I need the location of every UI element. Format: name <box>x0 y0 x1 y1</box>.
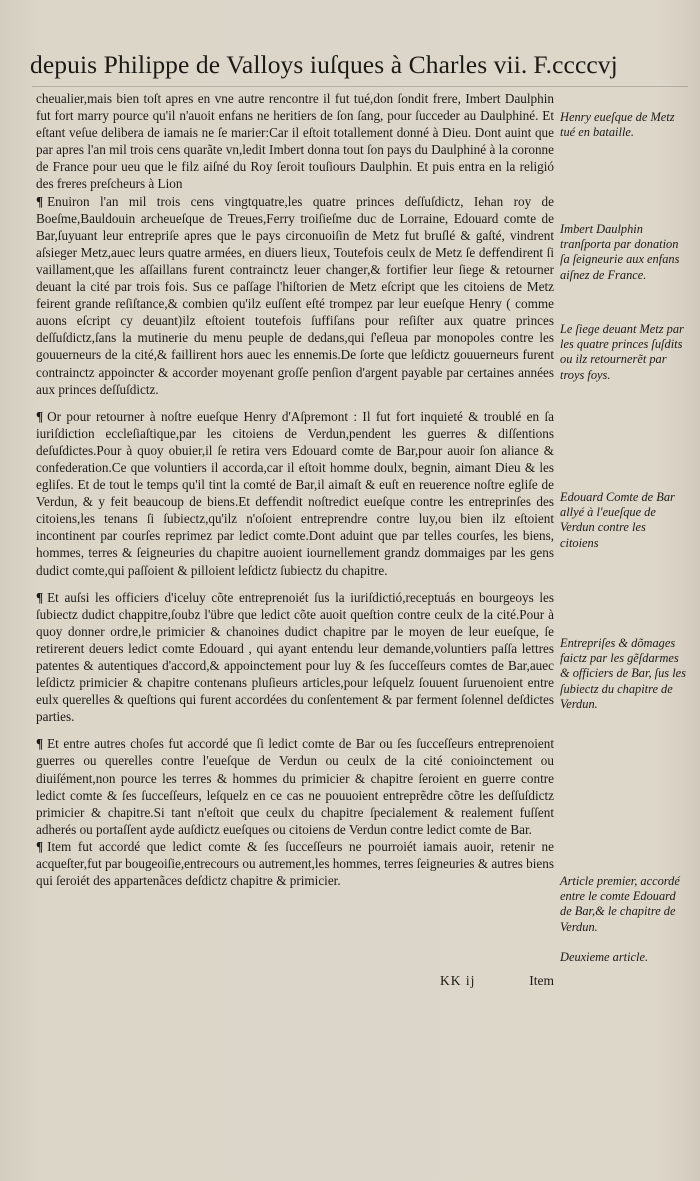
paragraph <box>36 838 554 889</box>
blank-lower-margin <box>0 1000 700 1181</box>
main-text-column <box>36 90 554 889</box>
running-header <box>30 50 690 80</box>
pilcrow-icon: ¶ <box>36 408 44 424</box>
folio-number: F.ccccvj <box>533 50 618 79</box>
pilcrow-icon: ¶ <box>36 193 44 209</box>
pilcrow-icon: ¶ <box>36 838 44 854</box>
paragraph <box>36 408 554 579</box>
paragraph <box>36 193 554 398</box>
paragraph <box>36 589 554 726</box>
running-title: depuis Philippe de Valloys iuſques à Charles vii. <box>30 50 528 79</box>
header-rule <box>32 86 688 87</box>
page-footer <box>36 973 554 993</box>
paragraph-text: Enuiron l'an mil trois cens vingtquatre,les quatre princes deſſuſdictz, Iehan roy de Boeſme,Bauldouin archeueſque de Treues,Ferry troiſieſme duc de Lorraine, Edouard comte de Bar,ſuyuant leur entrepriſe apres que le pays circonuoiſin de Metz fut bruſlé & gaſté, vindrent aſsieger Metz,auec leurs quatre armées, en diuers lieux, Toutefois ceulx de Metz ſe deffendirent ſi vaillament,que les aſſaillans furent contrainctz leuer changer,& fortifier leur ſiege & retourner deuant la cité par trois fois. Sus ce paſſage l'hiſtorien de Metz eſcript que les citoiens de Metz feirent grande reſiſtance,& combien qu'ilz euſſent eſté trompez par leur eueſque Henry ( comme auons eſcript cy deuant)ilz eſtoient toutefois ſuffiſans pour reſiſter aux quatre princes deſſuſdictz,ſans la mutinerie du menu peuple de dedans,qui ſ'eſleua par monopoles contre les gouuerneurs de la cité,& faillirent hors auec les ennemis.De ſorte que leſdictz gouuerneurs furent contrainctz appoincter & accorder moyenant groſſe penſion d'argent payable par certaines années aux princes deſſuſdictz. <box>36 193 554 397</box>
paragraph <box>36 90 554 193</box>
signature-mark: KK ij <box>440 973 476 988</box>
paragraph-text: cheualier,mais bien toſt apres en vne autre rencontre il fut tué,don ſondit frere, Imbert Daulphin fut fort marry pource qu'il n'auoit enfans ne heritiers de ſon ſang, pour ſucceder au Daulphiné. Et eſtant veſue delibera de iamais ne ſe marier:Car il eſtoit totallement donné à Dieu. Dont auint que par apres l'an mil trois cens quarãte vn,ledit Imbert donna tout ſon pays du Daulphiné à la coronne de France pour ueu que le filz aiſné du Roy ſeroit touſiours Daulphin. Et puis entra en la religió des freres preſcheurs à Lion <box>36 91 554 192</box>
margin-note: Henry eueſque de Metz tué en bataille. <box>560 110 675 140</box>
margin-note: Edouard Comte de Bar allyé à l'eueſque de Verdun contre les citoiens <box>560 490 675 550</box>
margin-note: Le ſiege deuant Metz par les quatre princes ſuſdits ou ilz retournerẽt par troys foys. <box>560 322 684 382</box>
paragraph <box>36 735 554 838</box>
catchword: Item <box>529 973 554 988</box>
paragraph-text: Item fut accordé que ledict comte & ſes ſucceſſeurs ne pourroiét iamais auoir, retenir ne acqueſter,fut par bougeoiſie,entrecours ou autrement,les hommes, terres ſeigneuries & autres biens qui ſeroiét des appartenãces deſdictz chapitre & primicier. <box>36 838 554 889</box>
margin-note: Imbert Daulphin tranſporta par donation ſa ſeigneurie aux enfans aiſnez de France. <box>560 222 680 282</box>
paragraph-text: Or pour retourner à noſtre eueſque Henry d'Aſpremont : Il fut fort inquieté & troublé en ſa iuriſdiction eccleſiaſtique,par les citoiens de Verdun,pendent les guerres & diſſentions deſuſdictes.Pour à quoy obuier,il ſe retira vers Edouard comte de Bar,pour auoir ſon aliance & confederation.Ce que voluntiers il accorda,car il eſtoit homme doulx, begnin, aimant Dieu & les egliſes. Et de tout le temps qu'il tint la comté de Bar,il aimaſt & euſt en reuerence noſtre egliſe de Verdun, & y feit beaucoup de biens.Et deffendit noſtredict eueſque contre les entreprinſes des citoiens,les tenans ſi ſubiectz,qu'ilz n'oſoient entreprendre contre luy,ou bien ilz eſtoient incontinent par courſes reprimez par ledict comte.Dont aduint que par telles courſes, les biens, hommes, terres & ſeigneuries du chapitre auoient iournellement grandz dommaiges par les gens dudict comte,qui paſſoient & pilloient leſdictz ſubiectz du chapitre. <box>36 408 554 578</box>
pilcrow-icon: ¶ <box>36 589 44 605</box>
pilcrow-icon: ¶ <box>36 736 44 752</box>
margin-note: Article premier, accordé entre le comte Edouard de Bar,& le chapitre de Verdun. <box>560 874 680 934</box>
margin-note: Deuxieme article. <box>560 950 649 964</box>
margin-note: Entrepriſes & dõmages faictz par les gẽſdarmes & officiers de Bar, ſus les ſubiectz du chapitre de Verdun. <box>560 636 686 711</box>
paragraph-text: Et auſsi les officiers d'iceluy cõte entreprenoiét ſus la iuriſdictió,receptuás en bourgeoys les ſubiectz dudict chappitre,ſoubz l'übre que ledict cõte auoit queſtion contre ceulx de la cité.Pour à quoy donner ordre,le primicier & chanoines dudict chapitre par le moyen de leur eueſque, ſe retirerent deuers ledict comte Edouard , qui ayant entendu leur demande,voluntiers paſſa lettres patentes & autentiques d'accord,& appoinctement pour luy & ſes ſucceſſeurs comtes de Bar,auec leſdictz primicier & chapitre contenans pluſieurs articles,pour leſquelz ſouuent ſuruenoient entre eulx querelles & queſtions qui furent accordées du conſentement & par ferment ſolennel deſdictes parties. <box>36 589 554 725</box>
paragraph-text: Et entre autres choſes fut accordé que ſi ledict comte de Bar ou ſes ſucceſſeurs entreprenoient guerres ou querelles contre l'eueſque de Verdun ou ceulx de la cité conioinctement ou diuiſément,non pource les terres & hommes du primicier & chapitre ſeroient en guerre contre ledict comte & ſes ſucceſſeurs, leſquelz en ce cas ne pouuoient entreprẽdre cõtre les deſſuſdictz primicier & chapitre.Si tant n'eſtoit que ceulx du chapitre ſpecialement & realement fuſſent adherés ou portaſſent ayde auſdictz eueſques ou citoiens de Verdun contre ledict comte de Bar. <box>36 736 554 837</box>
